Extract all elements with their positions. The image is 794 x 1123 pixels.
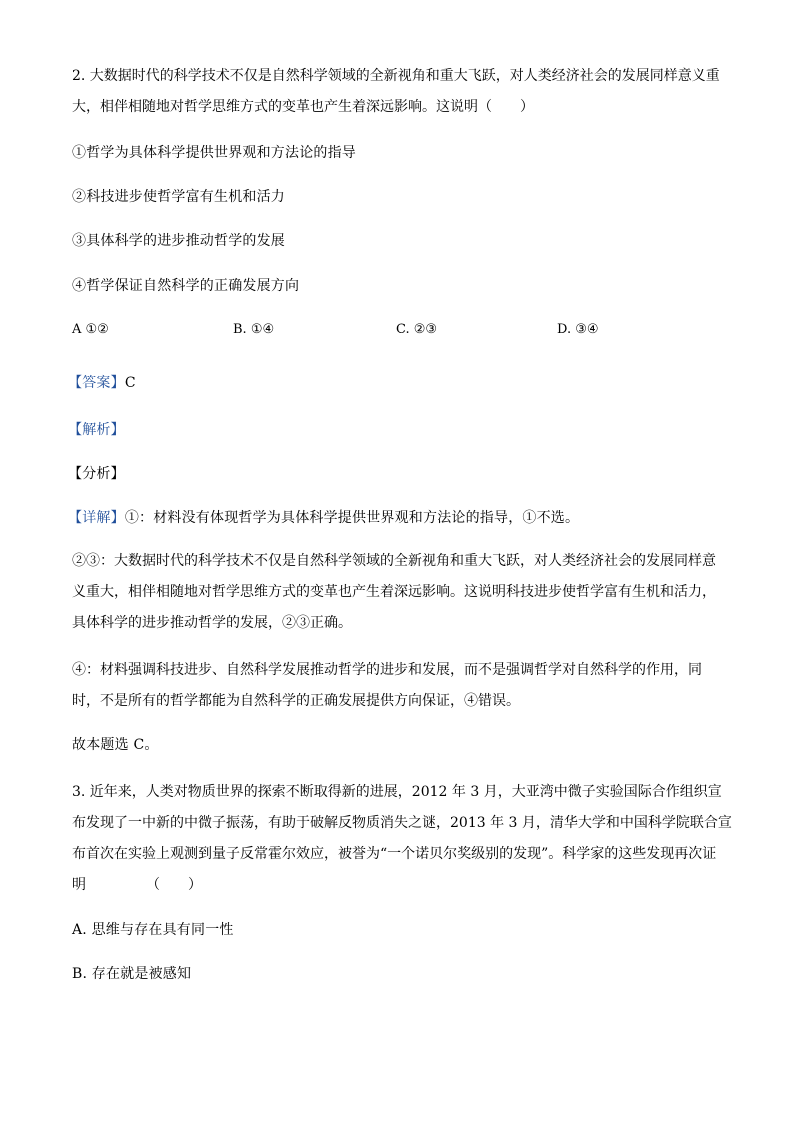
q2-choice-c: C. ②③ [396,322,438,337]
detail-line: 时，不是所有的哲学都能为自然科学的正确发展提供方向保证，④错误。 [72,693,520,709]
fenxi-tag: 【分析】 [68,466,125,482]
q2-stem [72,61,720,123]
q2-detail-3 [72,655,702,717]
q3-stem-line [72,870,732,901]
detail-line: 具体科学的进步推动哲学的发展，②③正确。 [72,615,352,631]
q2-answer [68,374,136,392]
detail-line: 义重大，相伴相随地对哲学思维方式的变革也产生着深远影响。这说明科技进步使哲学富有生机和活力， [72,584,716,600]
q2-choice-a: A ①② [72,322,109,337]
detail-text: ①：材料没有体现哲学为具体科学提供世界观和方法论的指导，①不选。 [124,510,580,526]
q2-detail-1 [68,509,579,527]
q2-detail-2 [72,546,716,639]
q2-item: ④哲学保证自然科学的正确发展方向 [72,278,300,294]
answer-value: C [124,375,136,391]
q2-choice-d: D. ③④ [557,322,599,337]
answer-tag: 【答案】 [68,375,125,391]
q3-stem-last: 明 [72,877,86,893]
q2-item: ②科技进步使哲学富有生机和活力 [72,189,285,205]
q3-stem-line: 3. 近年来，人类对物质世界的探索不断取得新的进展，2012 年 3 月，大亚湾中微子实验国际合作组织宣 [72,784,722,800]
q2-item: ①哲学为具体科学提供世界观和方法论的指导 [72,145,356,161]
q3-option-a: A. 思维与存在具有同一性 [72,922,234,938]
detail-line: ④：材料强调科技进步、自然科学发展推动哲学的进步和发展，而不是强调哲学对自然科学的作用，同 [72,662,702,678]
q2-stem-line: 2. 大数据时代的科学技术不仅是自然科学领域的全新视角和重大飞跃，对人类经济社会的发展同样意义重 [72,68,720,84]
q3-option-b: B. 存在就是被感知 [72,966,192,982]
q2-choice-b: B. ①④ [233,322,275,337]
q3-stem-line: 布首次在实验上观测到量子反常霍尔效应，被誉为“一个诺贝尔奖级别的发现”。科学家的这些发现再次证 [72,846,717,862]
q3-paren: （ ） [146,877,202,893]
q2-item: ③具体科学的进步推动哲学的发展 [72,233,285,249]
q2-conclusion: 故本题选 C。 [72,737,159,753]
analysis-tag: 【解析】 [68,422,125,438]
q3-stem [72,777,732,901]
q3-stem-line: 布发现了一中新的中微子振荡，有助于破解反物质消失之谜，2013 年 3 月，清华大学和中国科学院联合宣 [72,815,732,831]
detail-line: ②③：大数据时代的科学技术不仅是自然科学领域的全新视角和重大飞跃，对人类经济社会的发展同样意 [72,553,716,569]
q2-stem-line: 大，相伴相随地对哲学思维方式的变革也产生着深远影响。这说明（ ） [72,99,534,115]
detail-tag: 【详解】 [68,510,125,526]
